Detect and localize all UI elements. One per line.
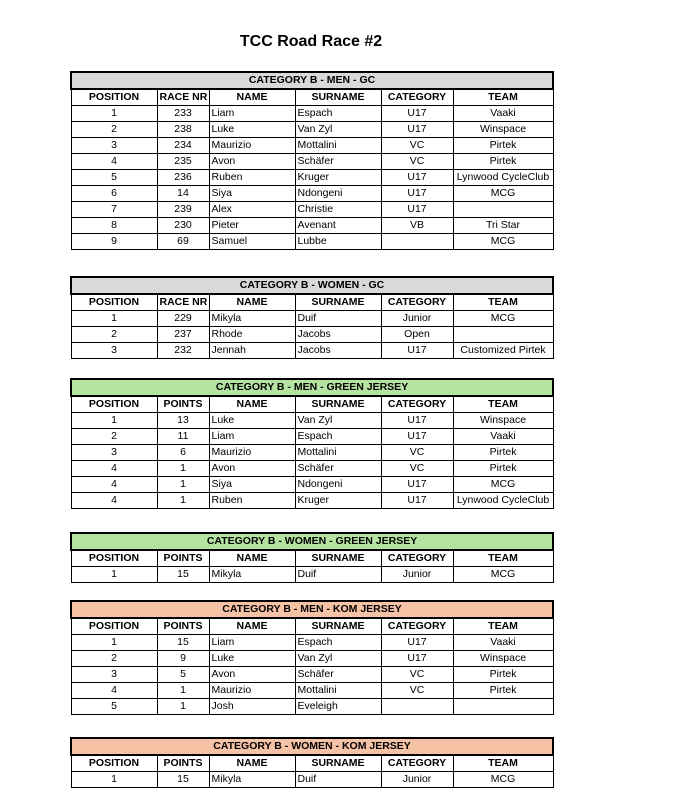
column-header-team: TEAM [453,89,553,106]
cell-name: Ruben [209,170,295,186]
cell-position: 2 [71,122,157,138]
column-header-position: POSITION [71,89,157,106]
table-row [71,234,553,250]
column-header-surname: SURNAME [295,755,381,772]
cell-surname: Lubbe [295,234,381,250]
cell-team: Pirtek [453,667,553,683]
cell-category: VC [381,461,453,477]
table-title: CATEGORY B - MEN - GREEN JERSEY [71,379,553,396]
cell-name: Mikyla [209,772,295,788]
cell-team: Pirtek [453,461,553,477]
cell-name: Mikyla [209,567,295,583]
cell-team: Vaaki [453,429,553,445]
column-header-name: NAME [209,396,295,413]
cell-position: 4 [71,477,157,493]
cell-category: U17 [381,493,453,509]
cell-position: 1 [71,311,157,327]
table-row [71,567,553,583]
cell-category: U17 [381,202,453,218]
table-row [71,154,553,170]
cell-name: Josh [209,699,295,715]
cell-race-nr: 15 [157,772,209,788]
column-header-name: NAME [209,550,295,567]
column-header-category: CATEGORY [381,89,453,106]
cell-team: MCG [453,477,553,493]
cell-surname: Schäfer [295,461,381,477]
table-row [71,138,553,154]
cell-surname: Schäfer [295,154,381,170]
column-header-race-nr: POINTS [157,396,209,413]
cell-race-nr: 11 [157,429,209,445]
cell-name: Avon [209,667,295,683]
results-table [70,532,554,583]
cell-team: Lynwood CycleClub [453,170,553,186]
cell-name: Rhode [209,327,295,343]
column-header-team: TEAM [453,618,553,635]
cell-race-nr: 6 [157,445,209,461]
table-row [71,461,553,477]
cell-category: Junior [381,311,453,327]
cell-race-nr: 235 [157,154,209,170]
table-row [71,343,553,359]
table-row [71,683,553,699]
cell-name: Avon [209,154,295,170]
cell-category: VC [381,667,453,683]
column-header-surname: SURNAME [295,396,381,413]
column-header-race-nr: POINTS [157,618,209,635]
cell-surname: Van Zyl [295,651,381,667]
cell-category: U17 [381,413,453,429]
cell-race-nr: 236 [157,170,209,186]
cell-category: U17 [381,477,453,493]
column-header-position: POSITION [71,294,157,311]
cell-surname: Duif [295,311,381,327]
cell-position: 2 [71,429,157,445]
cell-category: U17 [381,106,453,122]
cell-category: U17 [381,635,453,651]
cell-race-nr: 5 [157,667,209,683]
column-header-team: TEAM [453,294,553,311]
cell-category: VC [381,154,453,170]
cell-race-nr: 229 [157,311,209,327]
table-row [71,699,553,715]
cell-surname: Jacobs [295,343,381,359]
cell-team: MCG [453,311,553,327]
cell-position: 4 [71,154,157,170]
table-title: CATEGORY B - WOMEN - KOM JERSEY [71,738,553,755]
column-header-name: NAME [209,755,295,772]
cell-position: 5 [71,170,157,186]
column-header-surname: SURNAME [295,294,381,311]
cell-race-nr: 237 [157,327,209,343]
cell-team: Vaaki [453,635,553,651]
cell-category: U17 [381,170,453,186]
table-row [71,106,553,122]
column-header-name: NAME [209,89,295,106]
cell-name: Ruben [209,493,295,509]
cell-surname: Espach [295,106,381,122]
cell-team: Vaaki [453,106,553,122]
table-title: CATEGORY B - MEN - GC [71,72,553,89]
table-row [71,311,553,327]
cell-category [381,699,453,715]
cell-team: Pirtek [453,683,553,699]
cell-position: 2 [71,651,157,667]
cell-name: Mikyla [209,311,295,327]
cell-position: 5 [71,699,157,715]
cell-team: Tri Star [453,218,553,234]
table-title: CATEGORY B - WOMEN - GC [71,277,553,294]
cell-name: Maurizio [209,683,295,699]
cell-race-nr: 13 [157,413,209,429]
results-table [70,276,554,359]
results-table [70,737,554,788]
cell-category: VB [381,218,453,234]
cell-surname: Espach [295,429,381,445]
cell-name: Liam [209,429,295,445]
cell-surname: Duif [295,567,381,583]
column-header-surname: SURNAME [295,89,381,106]
cell-surname: Ndongeni [295,477,381,493]
cell-surname: Ndongeni [295,186,381,202]
cell-race-nr: 238 [157,122,209,138]
cell-surname: Mottalini [295,445,381,461]
table-row [71,635,553,651]
cell-race-nr: 15 [157,567,209,583]
cell-position: 8 [71,218,157,234]
column-header-team: TEAM [453,550,553,567]
cell-surname: Kruger [295,493,381,509]
cell-position: 4 [71,683,157,699]
cell-team: MCG [453,772,553,788]
cell-name: Alex [209,202,295,218]
cell-position: 1 [71,635,157,651]
column-header-position: POSITION [71,396,157,413]
cell-race-nr: 1 [157,683,209,699]
cell-position: 1 [71,106,157,122]
table-row [71,667,553,683]
cell-name: Luke [209,122,295,138]
column-header-race-nr: POINTS [157,755,209,772]
table-header-row [71,294,553,311]
cell-category: U17 [381,186,453,202]
cell-race-nr: 230 [157,218,209,234]
cell-position: 1 [71,772,157,788]
column-header-team: TEAM [453,755,553,772]
cell-race-nr: 14 [157,186,209,202]
cell-team: Winspace [453,651,553,667]
column-header-surname: SURNAME [295,618,381,635]
table-row [71,772,553,788]
cell-team: Pirtek [453,154,553,170]
table-header-row [71,396,553,413]
cell-team: MCG [453,234,553,250]
table-row [71,445,553,461]
cell-surname: Schäfer [295,667,381,683]
cell-race-nr: 1 [157,477,209,493]
cell-name: Siya [209,477,295,493]
cell-name: Avon [209,461,295,477]
table-row [71,186,553,202]
cell-category: U17 [381,429,453,445]
cell-name: Samuel [209,234,295,250]
cell-race-nr: 15 [157,635,209,651]
column-header-team: TEAM [453,396,553,413]
cell-position: 4 [71,493,157,509]
cell-name: Siya [209,186,295,202]
table-title: CATEGORY B - MEN - KOM JERSEY [71,601,553,618]
cell-position: 1 [71,567,157,583]
cell-surname: Mottalini [295,138,381,154]
cell-team: Pirtek [453,138,553,154]
cell-race-nr: 1 [157,699,209,715]
cell-surname: Mottalini [295,683,381,699]
column-header-race-nr: RACE NR [157,294,209,311]
table-row [71,122,553,138]
cell-name: Luke [209,651,295,667]
table-row [71,493,553,509]
cell-race-nr: 69 [157,234,209,250]
column-header-category: CATEGORY [381,755,453,772]
cell-position: 3 [71,138,157,154]
table-title: CATEGORY B - WOMEN - GREEN JERSEY [71,533,553,550]
column-header-category: CATEGORY [381,396,453,413]
column-header-category: CATEGORY [381,618,453,635]
cell-name: Liam [209,635,295,651]
cell-team: Winspace [453,122,553,138]
cell-position: 3 [71,445,157,461]
column-header-name: NAME [209,294,295,311]
table-header-row [71,755,553,772]
column-header-surname: SURNAME [295,550,381,567]
table-row [71,218,553,234]
results-table [70,378,554,509]
cell-name: Jennah [209,343,295,359]
cell-category: Junior [381,772,453,788]
cell-surname: Jacobs [295,327,381,343]
cell-team [453,327,553,343]
cell-category: VC [381,138,453,154]
cell-race-nr: 1 [157,493,209,509]
cell-team: Lynwood CycleClub [453,493,553,509]
column-header-category: CATEGORY [381,550,453,567]
cell-category [381,234,453,250]
cell-surname: Duif [295,772,381,788]
table-header-row [71,89,553,106]
column-header-name: NAME [209,618,295,635]
column-header-position: POSITION [71,755,157,772]
cell-surname: Van Zyl [295,413,381,429]
cell-position: 7 [71,202,157,218]
table-row [71,327,553,343]
cell-position: 4 [71,461,157,477]
cell-race-nr: 239 [157,202,209,218]
cell-race-nr: 233 [157,106,209,122]
cell-position: 3 [71,667,157,683]
cell-category: VC [381,445,453,461]
table-header-row [71,550,553,567]
cell-category: VC [381,683,453,699]
cell-team: Winspace [453,413,553,429]
cell-name: Liam [209,106,295,122]
cell-race-nr: 9 [157,651,209,667]
cell-position: 2 [71,327,157,343]
table-row [71,477,553,493]
results-table [70,71,554,250]
cell-surname: Christie [295,202,381,218]
cell-team [453,202,553,218]
results-table [70,600,554,715]
table-row [71,413,553,429]
cell-category: Junior [381,567,453,583]
table-row [71,202,553,218]
cell-name: Pieter [209,218,295,234]
cell-position: 9 [71,234,157,250]
cell-category: Open [381,327,453,343]
column-header-race-nr: POINTS [157,550,209,567]
cell-name: Maurizio [209,138,295,154]
page-title: TCC Road Race #2 [239,33,383,50]
cell-name: Maurizio [209,445,295,461]
cell-team [453,699,553,715]
column-header-category: CATEGORY [381,294,453,311]
cell-team: MCG [453,567,553,583]
column-header-position: POSITION [71,618,157,635]
cell-surname: Kruger [295,170,381,186]
cell-surname: Van Zyl [295,122,381,138]
cell-position: 1 [71,413,157,429]
cell-race-nr: 1 [157,461,209,477]
cell-position: 6 [71,186,157,202]
cell-category: U17 [381,122,453,138]
cell-category: U17 [381,651,453,667]
cell-surname: Avenant [295,218,381,234]
cell-team: Pirtek [453,445,553,461]
cell-race-nr: 234 [157,138,209,154]
column-header-position: POSITION [71,550,157,567]
column-header-race-nr: RACE NR [157,89,209,106]
cell-team: MCG [453,186,553,202]
cell-surname: Espach [295,635,381,651]
cell-name: Luke [209,413,295,429]
cell-team: Customized Pirtek [453,343,553,359]
table-row [71,170,553,186]
table-header-row [71,618,553,635]
cell-surname: Eveleigh [295,699,381,715]
table-row [71,429,553,445]
table-row [71,651,553,667]
cell-race-nr: 232 [157,343,209,359]
cell-position: 3 [71,343,157,359]
cell-category: U17 [381,343,453,359]
